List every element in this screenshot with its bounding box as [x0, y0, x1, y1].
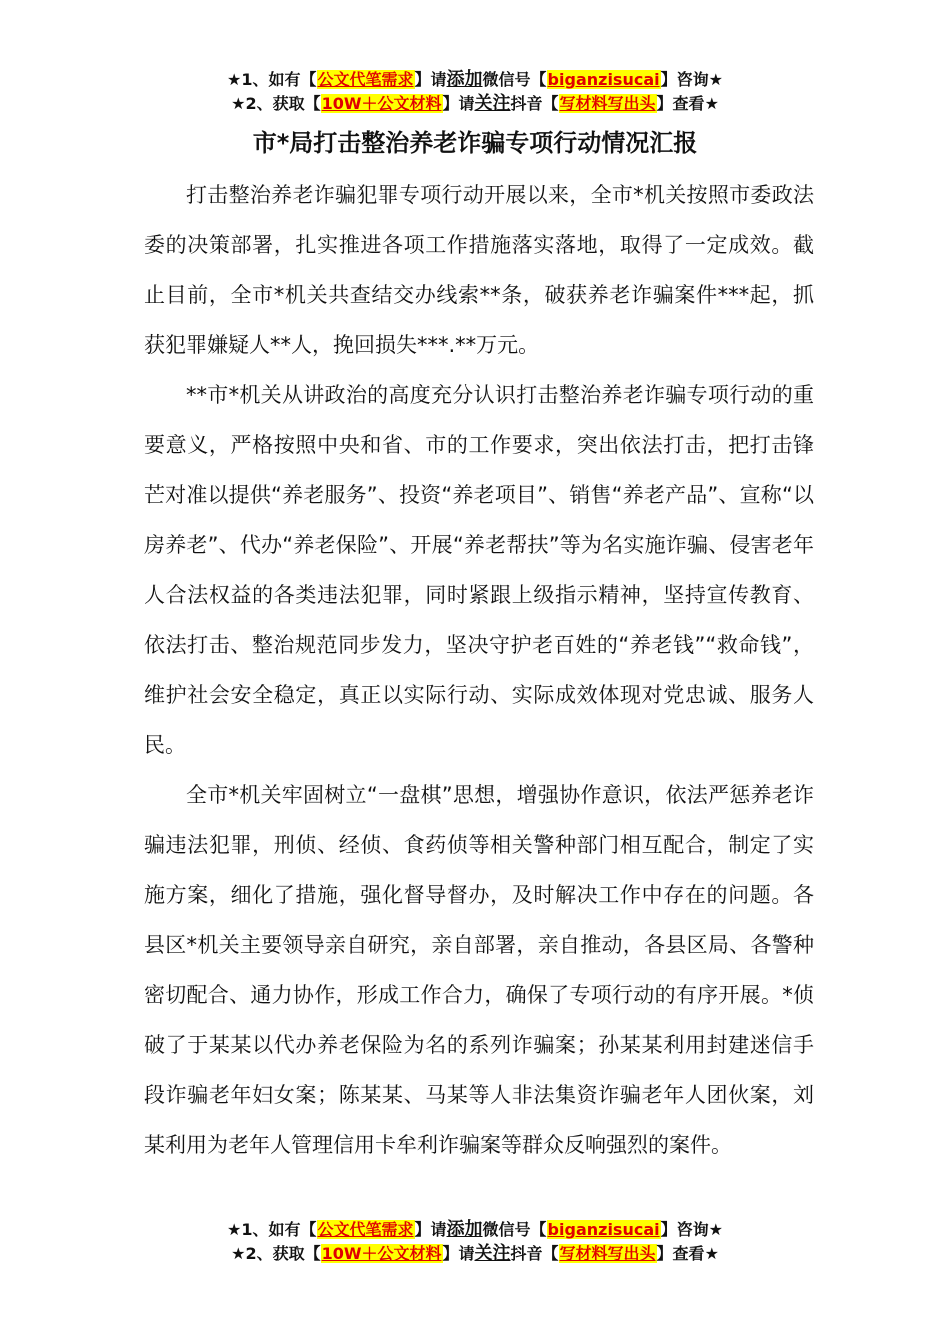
promo-text: 】请	[442, 1244, 475, 1263]
star-icon: ★	[227, 1220, 242, 1239]
promo-line-1	[0, 68, 950, 92]
promo-text: 】查看	[656, 94, 705, 113]
star-icon: ★	[231, 1244, 246, 1263]
promo-emphasis: 添加	[446, 1219, 483, 1240]
promo-text: 微信号【	[482, 70, 547, 89]
star-icon: ★	[227, 70, 242, 89]
promo-text: 1、如有【	[241, 1220, 317, 1239]
promo-douyin-id: 写材料写出头	[559, 94, 656, 113]
promo-douyin-id: 写材料写出头	[559, 1244, 656, 1263]
promo-text: 】咨询	[660, 1220, 709, 1239]
promo-text: 】请	[442, 94, 475, 113]
star-icon: ★	[708, 70, 723, 89]
promo-text: 抖音【	[510, 94, 559, 113]
promo-emphasis: 关注	[474, 93, 511, 114]
promo-text: 抖音【	[510, 1244, 559, 1263]
promo-text: 微信号【	[482, 1220, 547, 1239]
promo-text: 】咨询	[660, 70, 709, 89]
promo-wechat-id: biganzisucai	[547, 1220, 660, 1239]
promo-banner-bottom	[0, 1218, 950, 1266]
document-body	[144, 170, 814, 1170]
promo-emphasis: 关注	[474, 1243, 511, 1264]
promo-text: 】查看	[656, 1244, 705, 1263]
star-icon: ★	[704, 94, 719, 113]
promo-emphasis: 添加	[446, 69, 483, 90]
promo-text: 】请	[414, 70, 447, 89]
promo-text: 1、如有【	[241, 70, 317, 89]
star-icon: ★	[704, 1244, 719, 1263]
promo-line-2	[0, 1242, 950, 1266]
promo-highlight: 10W＋公文材料	[321, 1244, 442, 1263]
paragraph-3: 全市*机关牢固树立“一盘棋”思想，增强协作意识，依法严惩养老诈骗违法犯罪，刑侦、经侦、食药侦等相关警种部门相互配合，制定了实施方案，细化了措施，强化督导督办，及时解决工作中存在的问题。各县区*机关主要领导亲自研究，亲自部署，亲自推动，各县区局、各警种密切配合、通力协作，形成工作合力，确保了专项行动的有序开展。*侦破了于某某以代办养老保险为名的系列诈骗案；孙某某利用封建迷信手段诈骗老年妇女案；陈某某、马某等人非法集资诈骗老年人团伙案，刘某利用为老年人管理信用卡牟利诈骗案等群众反响强烈的案件。	[144, 783, 814, 1157]
promo-text: 2、获取【	[245, 1244, 321, 1263]
promo-wechat-id: biganzisucai	[547, 70, 660, 89]
promo-highlight: 公文代笔需求	[317, 70, 414, 89]
promo-line-2	[0, 92, 950, 116]
document-title: 市*局打击整治养老诈骗专项行动情况汇报	[252, 129, 698, 157]
paragraph-1: 打击整治养老诈骗犯罪专项行动开展以来，全市*机关按照市委政法委的决策部署，扎实推进各项工作措施落实落地，取得了一定成效。截止目前，全市*机关共查结交办线索**条，破获养老诈骗案件***起，抓获犯罪嫌疑人**人，挽回损失***.**万元。	[144, 183, 814, 357]
star-icon: ★	[231, 94, 246, 113]
promo-highlight: 公文代笔需求	[317, 1220, 414, 1239]
star-icon: ★	[708, 1220, 723, 1239]
promo-line-1	[0, 1218, 950, 1242]
promo-banner-top	[0, 68, 950, 116]
promo-text: 】请	[414, 1220, 447, 1239]
promo-highlight: 10W＋公文材料	[321, 94, 442, 113]
paragraph-2: **市*机关从讲政治的高度充分认识打击整治养老诈骗专项行动的重要意义，严格按照中央和省、市的工作要求，突出依法打击，把打击锋芒对准以提供“养老服务”、投资“养老项目”、销售“养老产品”、宣称“以房养老”、代办“养老保险”、开展“养老帮扶”等为名实施诈骗、侵害老年人合法权益的各类违法犯罪，同时紧跟上级指示精神，坚持宣传教育、依法打击、整治规范同步发力，坚决守护老百姓的“养老钱”“救命钱”，维护社会安全稳定，真正以实际行动、实际成效体现对党忠诚、服务人民。	[144, 383, 814, 757]
promo-text: 2、获取【	[245, 94, 321, 113]
